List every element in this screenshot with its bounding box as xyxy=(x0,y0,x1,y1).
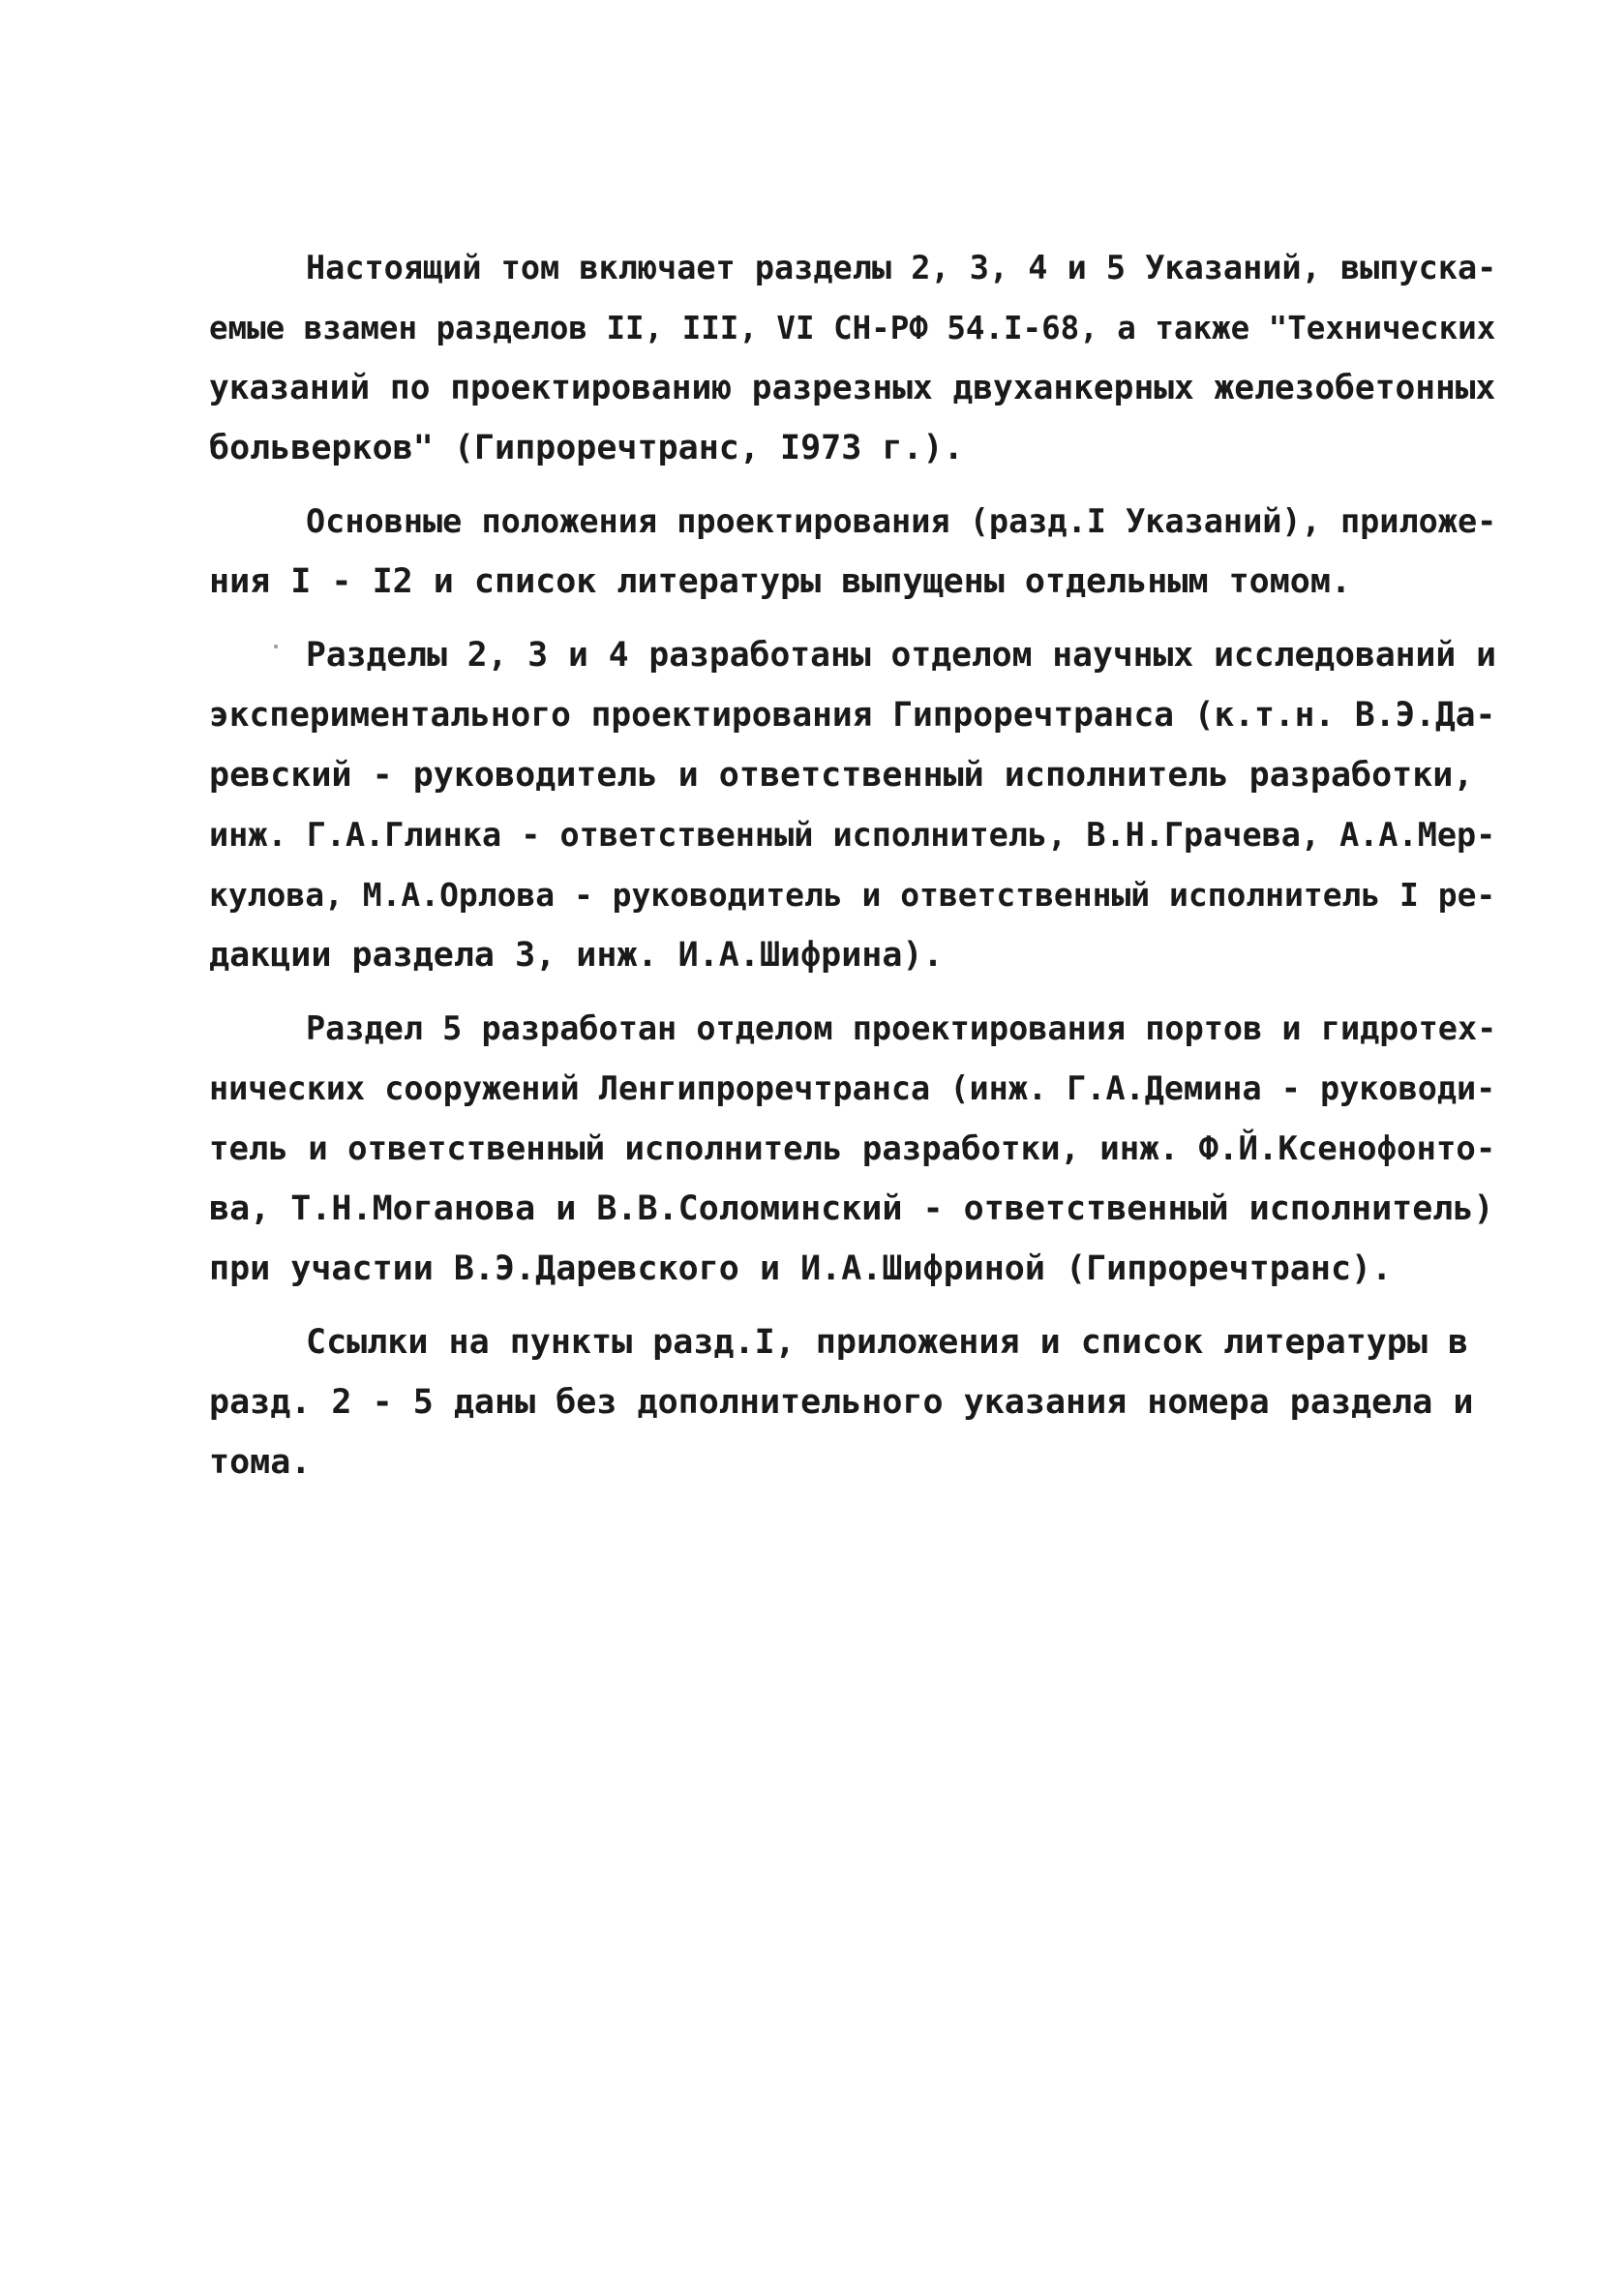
paragraph-1-line-4: больверков" (Гипроречтранс, I973 г.). xyxy=(209,429,964,467)
paragraph-3-line-2: экспериментального проектирования Гипроречтранса (к.т.н. В.Э.Да- xyxy=(209,696,1496,735)
paragraph-3-line-6: дакции раздела 3, инж. И.А.Шифрина). xyxy=(209,936,944,975)
paragraph-1-line-3: указаний по проектированию разрезных двуханкерных железобетонных xyxy=(209,369,1496,407)
paragraph-3-line-1: Разделы 2, 3 и 4 разработаны отделом научных исследований и xyxy=(306,636,1496,675)
paragraph-1-line-1: Настоящий том включает разделы 2, 3, 4 и 5 Указаний, выпуска- xyxy=(306,249,1497,286)
paragraph-2-line-1: Основные положения проектирования (разд.I Указаний), приложе- xyxy=(306,502,1497,540)
paragraph-5-line-2: разд. 2 - 5 даны без дополнительного указания номера раздела и xyxy=(209,1383,1474,1422)
paragraph-4-line-4: ва, Т.Н.Моганова и В.В.Соломинский - ответственный исполнитель) xyxy=(209,1189,1494,1228)
paragraph-4-line-1: Раздел 5 разработан отделом проектирования портов и гидротех- xyxy=(306,1009,1497,1047)
paragraph-4-line-3: тель и ответственный исполнитель разработки, инж. Ф.Й.Ксенофонто- xyxy=(209,1129,1496,1168)
paragraph-3-line-5: кулова, М.А.Орлова - руководитель и ответственный исполнитель I ре- xyxy=(209,876,1496,914)
paragraph-5-line-1: Ссылки на пункты разд.I, приложения и список литературы в xyxy=(306,1323,1469,1362)
paragraph-5-line-3: тома. xyxy=(209,1443,312,1482)
paragraph-4-line-2: нических сооружений Ленгипроречтранса (инж. Г.А.Демина - руководи- xyxy=(209,1069,1496,1107)
paragraph-2-line-2: ния I - I2 и список литературы выпущены отдельным томом. xyxy=(209,562,1352,601)
paragraph-3-line-4: инж. Г.А.Глинка - ответственный исполнитель, В.Н.Грачева, А.А.Мер- xyxy=(209,816,1496,854)
scan-speck xyxy=(274,645,278,648)
paragraph-4-line-5: при участии В.Э.Даревского и И.А.Шифриной (Гипроречтранс). xyxy=(209,1249,1393,1288)
paragraph-1-line-2: емые взамен разделов II, III, VI СН-РФ 54.I-68, а также "Технических xyxy=(209,310,1496,346)
paragraph-3-line-3: ревский - руководитель и ответственный исполнитель разработки, xyxy=(209,756,1474,795)
